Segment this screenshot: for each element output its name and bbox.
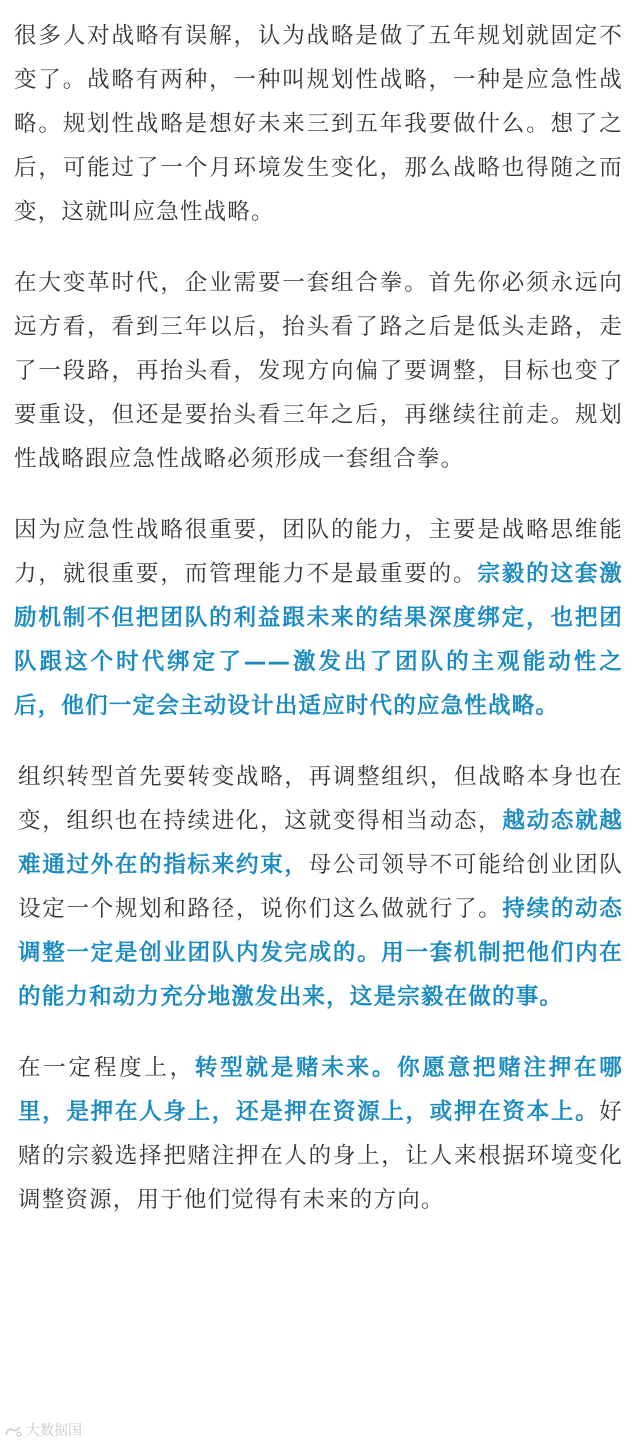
paragraph-1 [14, 14, 623, 234]
paragraph-3 [14, 508, 623, 728]
paragraph-5-text-1: 在一定程度上， [18, 1055, 195, 1081]
paragraph-3-text: 因为应急性战略很重要，团队的能力，主要是战略思维能力，就很重要，而管理能力不是最重要的。 [14, 517, 623, 587]
watermark-text: 大数据国 [26, 1423, 82, 1439]
paragraph-5-text-2: 好赌的宗毅选择把赌注押在人的身上，让人来根据环境变化调整资源，用于他们觉得有未来的方向。 [18, 1099, 623, 1213]
paragraph-4-highlight-1: 越动态就越难通过外在的指标来约束， [18, 808, 623, 878]
app-logo-icon [4, 1424, 22, 1438]
paragraph-4-text-1: 组织转型首先要转变战略，再调整组织，但战略本身也在变，组织也在持续进化，这就变得相当动态， [18, 764, 623, 834]
paragraph-4 [14, 755, 623, 1019]
paragraph-4-text-2: 母公司领导不可能给创业团队设定一个规划和路径，说你们这么做就行了。 [18, 852, 623, 922]
paragraph-5-highlight: 转型就是赌未来。你愿意把赌注押在哪里，是押在人身上，还是押在资源上，或押在资本上。 [18, 1055, 623, 1125]
paragraph-2-text: 在大变革时代，企业需要一套组合拳。首先你必须永远向远方看，看到三年以后，抬头看了路之后是低头走路，走了一段路，再抬头看，发现方向偏了要调整，目标也变了要重设，但还是要抬头看三年之后，再继续往前走。规划性战略跟应急性战略必须形成一套组合拳。 [14, 270, 623, 472]
paragraph-3-highlight: 宗毅的这套激励机制不但把团队的利益跟未来的结果深度绑定，也把团队跟这个时代绑定了——激发出了团队的主观能动性之后，他们一定会主动设计出适应时代的应急性战略。 [14, 561, 623, 719]
watermark [4, 1422, 82, 1440]
paragraph-1-text: 很多人对战略有误解，认为战略是做了五年规划就固定不变了。战略有两种，一种叫规划性战略，一种是应急性战略。规划性战略是想好未来三到五年我要做什么。想了之后，可能过了一个月环境发生变化，那么战略也得随之而变，这就叫应急性战略。 [14, 23, 623, 225]
paragraph-2 [14, 261, 623, 481]
paragraph-5 [14, 1046, 623, 1222]
paragraph-4-highlight-2: 持续的动态调整一定是创业团队内发完成的。用一套机制把他们内在的能力和动力充分地激发出来，这是宗毅在做的事。 [18, 896, 623, 1010]
